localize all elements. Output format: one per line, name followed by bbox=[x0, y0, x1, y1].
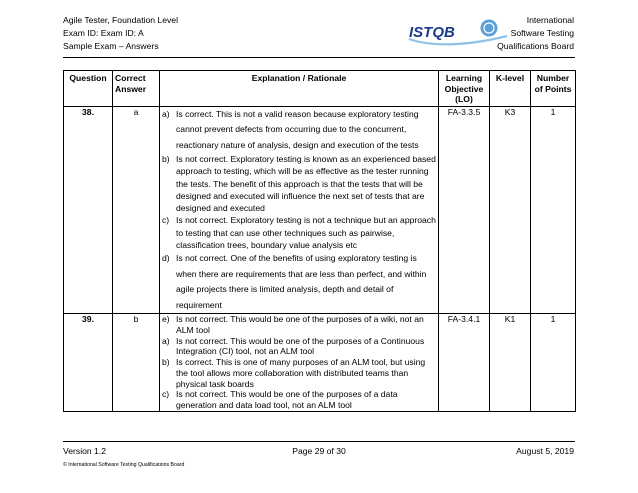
item-letter: e) bbox=[162, 314, 170, 325]
item-letter: c) bbox=[162, 215, 170, 226]
points: 1 bbox=[531, 106, 576, 314]
table-header-row bbox=[64, 71, 576, 107]
answer-table bbox=[63, 70, 576, 412]
item-text: Is correct. This is not a valid reason because exploratory testing cannot prevent defects from occurring due to the concurrent, reactionary nature of analysis, design and execution of the tests bbox=[176, 108, 419, 150]
col-header-points: Number of Points bbox=[531, 71, 576, 107]
item-letter: a) bbox=[162, 108, 170, 119]
explanation-cell bbox=[160, 106, 439, 314]
header-divider bbox=[63, 57, 575, 58]
explanation-item bbox=[162, 107, 436, 154]
header-title: Agile Tester, Foundation Level bbox=[63, 15, 178, 25]
explanation-cell bbox=[160, 314, 439, 411]
col-header-k-level: K-level bbox=[490, 71, 531, 107]
header-org-line3: Qualifications Board bbox=[497, 41, 574, 51]
item-text: Is not correct. This would be one of the purposes of a Continuous Integration (CI) tool, not an ALM tool bbox=[176, 335, 425, 357]
header-right bbox=[497, 14, 574, 53]
col-header-correct-answer: Correct Answer bbox=[113, 71, 160, 107]
header-org-line2: Software Testing bbox=[510, 28, 574, 38]
col-header-learning-objective: Learning Objective (LO) bbox=[439, 71, 490, 107]
explanation-item bbox=[162, 314, 436, 335]
explanation-item bbox=[162, 153, 436, 214]
table-row bbox=[64, 314, 576, 411]
footer-page-number: Page 29 of 30 bbox=[292, 446, 346, 456]
header-exam-id: Exam ID: Exam ID: A bbox=[63, 28, 144, 38]
col-header-question: Question bbox=[64, 71, 113, 107]
logo-text: ISTQB bbox=[409, 24, 455, 41]
header-org-line1: International bbox=[526, 15, 574, 25]
footer-copyright: © International Software Testing Qualifications Board bbox=[63, 462, 185, 468]
logo-circle bbox=[481, 20, 498, 37]
explanation-item bbox=[162, 357, 436, 389]
k-level: K1 bbox=[490, 314, 531, 411]
item-text: Is not correct. Exploratory testing is not a technique but an approach to testing that can use other techniques such as pairwise, classification trees, boundary value analysis etc bbox=[176, 215, 436, 250]
learning-objective: FA-3.4.1 bbox=[439, 314, 490, 411]
header-doc-type: Sample Exam – Answers bbox=[63, 41, 159, 51]
explanation-item bbox=[162, 389, 436, 410]
item-letter: a) bbox=[162, 335, 170, 346]
item-letter: c) bbox=[162, 389, 170, 400]
k-level: K3 bbox=[490, 106, 531, 314]
item-letter: b) bbox=[162, 357, 170, 368]
explanation-item bbox=[162, 214, 436, 251]
item-text: Is not correct. This would be one of the purposes of a wiki, not an ALM tool bbox=[176, 314, 424, 335]
item-text: Is not correct. One of the benefits of using exploratory testing is when there are requirements that are less than perfect, and within agile projects there is limited analysis, depth and detail of requirement bbox=[176, 252, 427, 310]
footer-date: August 5, 2019 bbox=[516, 446, 574, 456]
footer-divider bbox=[63, 441, 575, 442]
question-number: 38. bbox=[64, 106, 113, 314]
header-left bbox=[63, 14, 178, 53]
correct-answer: a bbox=[113, 106, 160, 314]
question-number: 39. bbox=[64, 314, 113, 411]
correct-answer: b bbox=[113, 314, 160, 411]
item-text: Is not correct. Exploratory testing is known as an experienced based approach to testing, which will be as effective as the tester running the tests. The benefit of this approach is that the tests that will be designed and executed will influence the next set of tests that are designed and executed bbox=[176, 154, 436, 214]
learning-objective: FA-3.3.5 bbox=[439, 106, 490, 314]
points: 1 bbox=[531, 314, 576, 411]
item-text: Is not correct. This would be one of the purposes of a data generation and data load tool, not an ALM tool bbox=[176, 389, 398, 410]
col-header-explanation: Explanation / Rationale bbox=[160, 71, 439, 107]
table-row bbox=[64, 106, 576, 314]
footer-version: Version 1.2 bbox=[63, 446, 106, 456]
explanation-item bbox=[162, 336, 436, 357]
item-letter: d) bbox=[162, 252, 170, 263]
item-letter: b) bbox=[162, 154, 170, 165]
item-text: Is correct. This is one of many purposes of an ALM tool, but using the tool allows more collaboration with distributed teams than physical task boards bbox=[176, 357, 426, 389]
explanation-item bbox=[162, 251, 436, 313]
